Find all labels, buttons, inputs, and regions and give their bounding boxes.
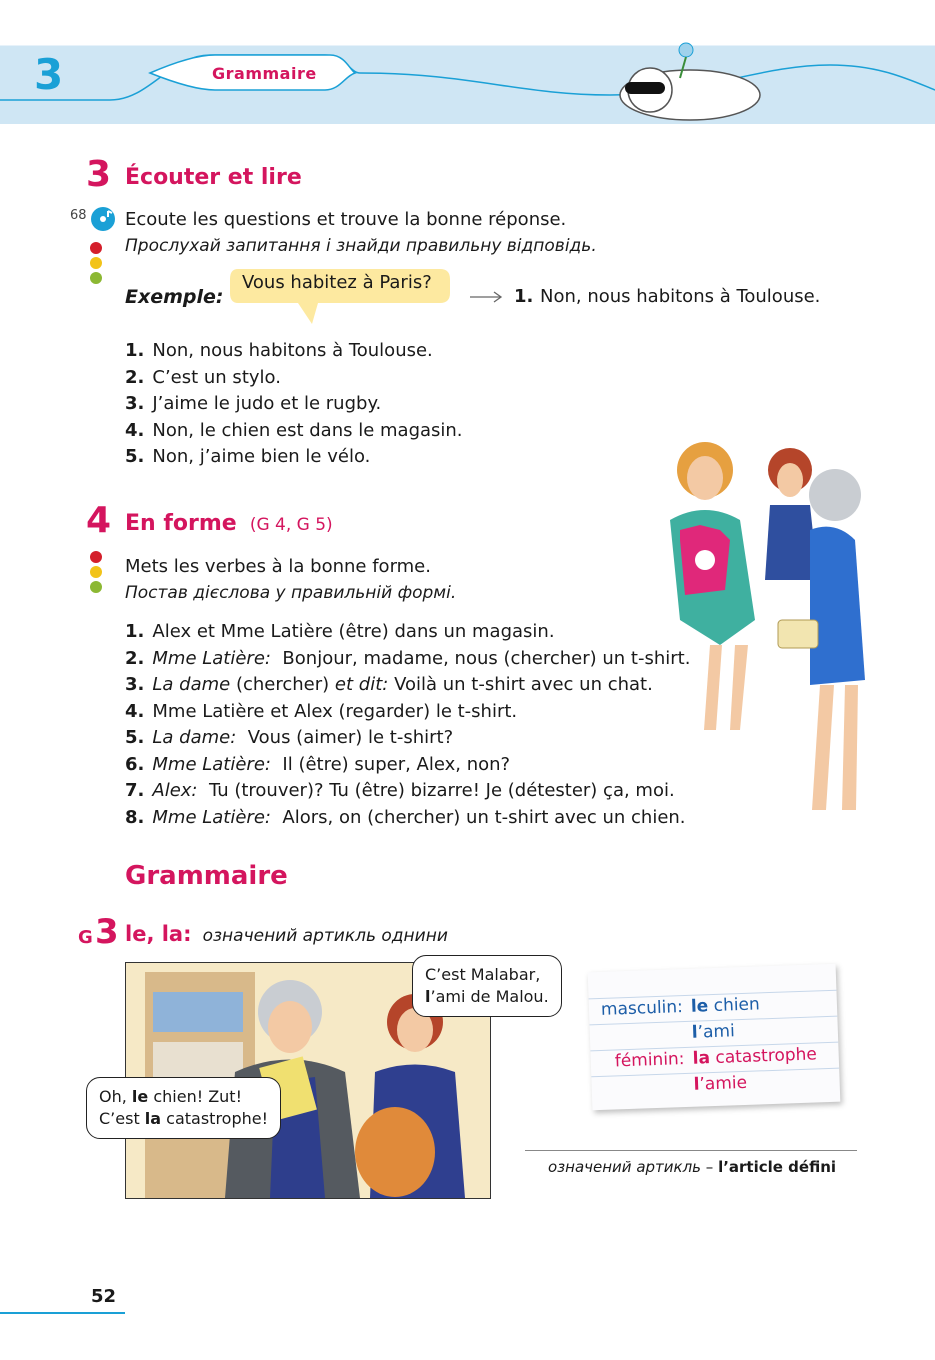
- section4-heading: [125, 511, 333, 536]
- bubble-right-line1: C’est Malabar,: [425, 965, 541, 984]
- arrow-right-icon: [470, 290, 504, 304]
- card-feminin-example: la catastrophe: [692, 1044, 818, 1069]
- section4-instruction-fr: Mets les verbes à la bonne forme.: [125, 556, 431, 577]
- page-number-rule: [0, 1312, 125, 1314]
- list-item: 7. Alex: Tu (trouver)? Tu (être) bizarre! Je (détester) ça, moi.: [125, 780, 675, 801]
- bubble-right-line2: l’ami de Malou.: [425, 987, 549, 1006]
- section3-list: [125, 340, 463, 473]
- section4-title: En forme: [125, 511, 237, 536]
- grammar-heading: Grammaire: [125, 861, 288, 891]
- example-answer-number: 1.: [514, 286, 534, 307]
- speech-bubble-right: [412, 955, 562, 1017]
- card-feminin-elided: l’amie: [693, 1072, 748, 1095]
- list-item: 6. Mme Latière: Il (être) super, Alex, non?: [125, 753, 511, 775]
- section4-number: 4: [86, 500, 112, 541]
- definition-fr: l’article défini: [718, 1158, 837, 1176]
- difficulty-dot-yellow: [90, 257, 102, 269]
- list-item: 2. C’est un stylo.: [125, 366, 281, 388]
- grammar-g-label: G: [78, 927, 93, 948]
- difficulty-dot-red: [90, 551, 102, 563]
- header-title: Grammaire: [212, 64, 317, 83]
- difficulty-dot-green: [90, 581, 102, 593]
- section4-grammar-ref: (G 4, G 5): [249, 515, 333, 535]
- card-masculin-elided: l’ami: [691, 1021, 736, 1043]
- bubble-left-line2: C’est la catastrophe!: [99, 1109, 269, 1128]
- bubble-left-line1: Oh, le chien! Zut!: [99, 1087, 242, 1106]
- list-item: 8. Mme Latière: Alors, on (chercher) un t-shirt avec un chien.: [125, 806, 686, 828]
- list-item: 4. Non, le chien est dans le magasin.: [125, 419, 463, 441]
- list-item: 1. Non, nous habitons à Toulouse.: [125, 340, 433, 361]
- section3-instruction-uk: Прослухай запитання і знайди правильну відповідь.: [125, 236, 597, 256]
- card-feminin-label: féminin:: [614, 1049, 685, 1072]
- difficulty-dot-green: [90, 272, 102, 284]
- page-number: 52: [91, 1286, 117, 1307]
- list-item: 4. Mme Latière et Alex (regarder) le t-shirt.: [125, 700, 518, 722]
- unit-number: 3: [34, 50, 64, 99]
- section3-number: 3: [86, 154, 112, 195]
- grammar-topic-uk: означений артикль однини: [202, 926, 448, 946]
- section3-title: Écouter et lire: [125, 165, 302, 190]
- difficulty-dot-red: [90, 242, 102, 254]
- card-masculin-label: masculin:: [600, 997, 684, 1020]
- section4-list: [125, 621, 690, 833]
- definition-uk: означений артикль: [548, 1158, 702, 1176]
- grammar-topic: le, la:: [125, 922, 192, 946]
- section3-instruction-fr: Ecoute les questions et trouve la bonne réponse.: [125, 209, 567, 230]
- list-item: 3. La dame (chercher) et dit: Voilà un t-shirt avec un chat.: [125, 674, 653, 695]
- list-item: 3. J’aime le judo et le rugby.: [125, 393, 382, 414]
- definition-line: означений артикль – l’article défini: [548, 1158, 837, 1176]
- difficulty-dot-yellow: [90, 566, 102, 578]
- speech-bubble-left: [86, 1077, 281, 1139]
- section4-instruction-uk: Постав дієслова у правильній формі.: [125, 583, 457, 603]
- grammar-g-number: 3: [95, 912, 119, 952]
- example-label: Exemple:: [125, 286, 224, 308]
- article-rule-card: [588, 964, 841, 1111]
- list-item: 1. Alex et Mme Latière (être) dans un magasin.: [125, 621, 555, 642]
- card-masculin-example: le chien: [690, 994, 761, 1017]
- example-bubble-text: Vous habitez à Paris?: [242, 272, 432, 293]
- audio-track-number: 68: [70, 208, 87, 223]
- list-item: 2. Mme Latière: Bonjour, madame, nous (chercher) un t-shirt.: [125, 647, 691, 669]
- list-item: 5. La dame: Vous (aimer) le t-shirt?: [125, 727, 454, 748]
- example-answer: Non, nous habitons à Toulouse.: [540, 286, 821, 307]
- shop-scene-illustration: [660, 430, 880, 830]
- audio-cd-icon[interactable]: [90, 206, 116, 232]
- header-wave-decoration: [0, 0, 935, 124]
- list-item: 5. Non, j’aime bien le vélo.: [125, 446, 371, 467]
- definition-divider: [525, 1150, 857, 1151]
- cartoon-dog-illustration: [620, 43, 760, 120]
- grammar-topic-line: [125, 922, 448, 946]
